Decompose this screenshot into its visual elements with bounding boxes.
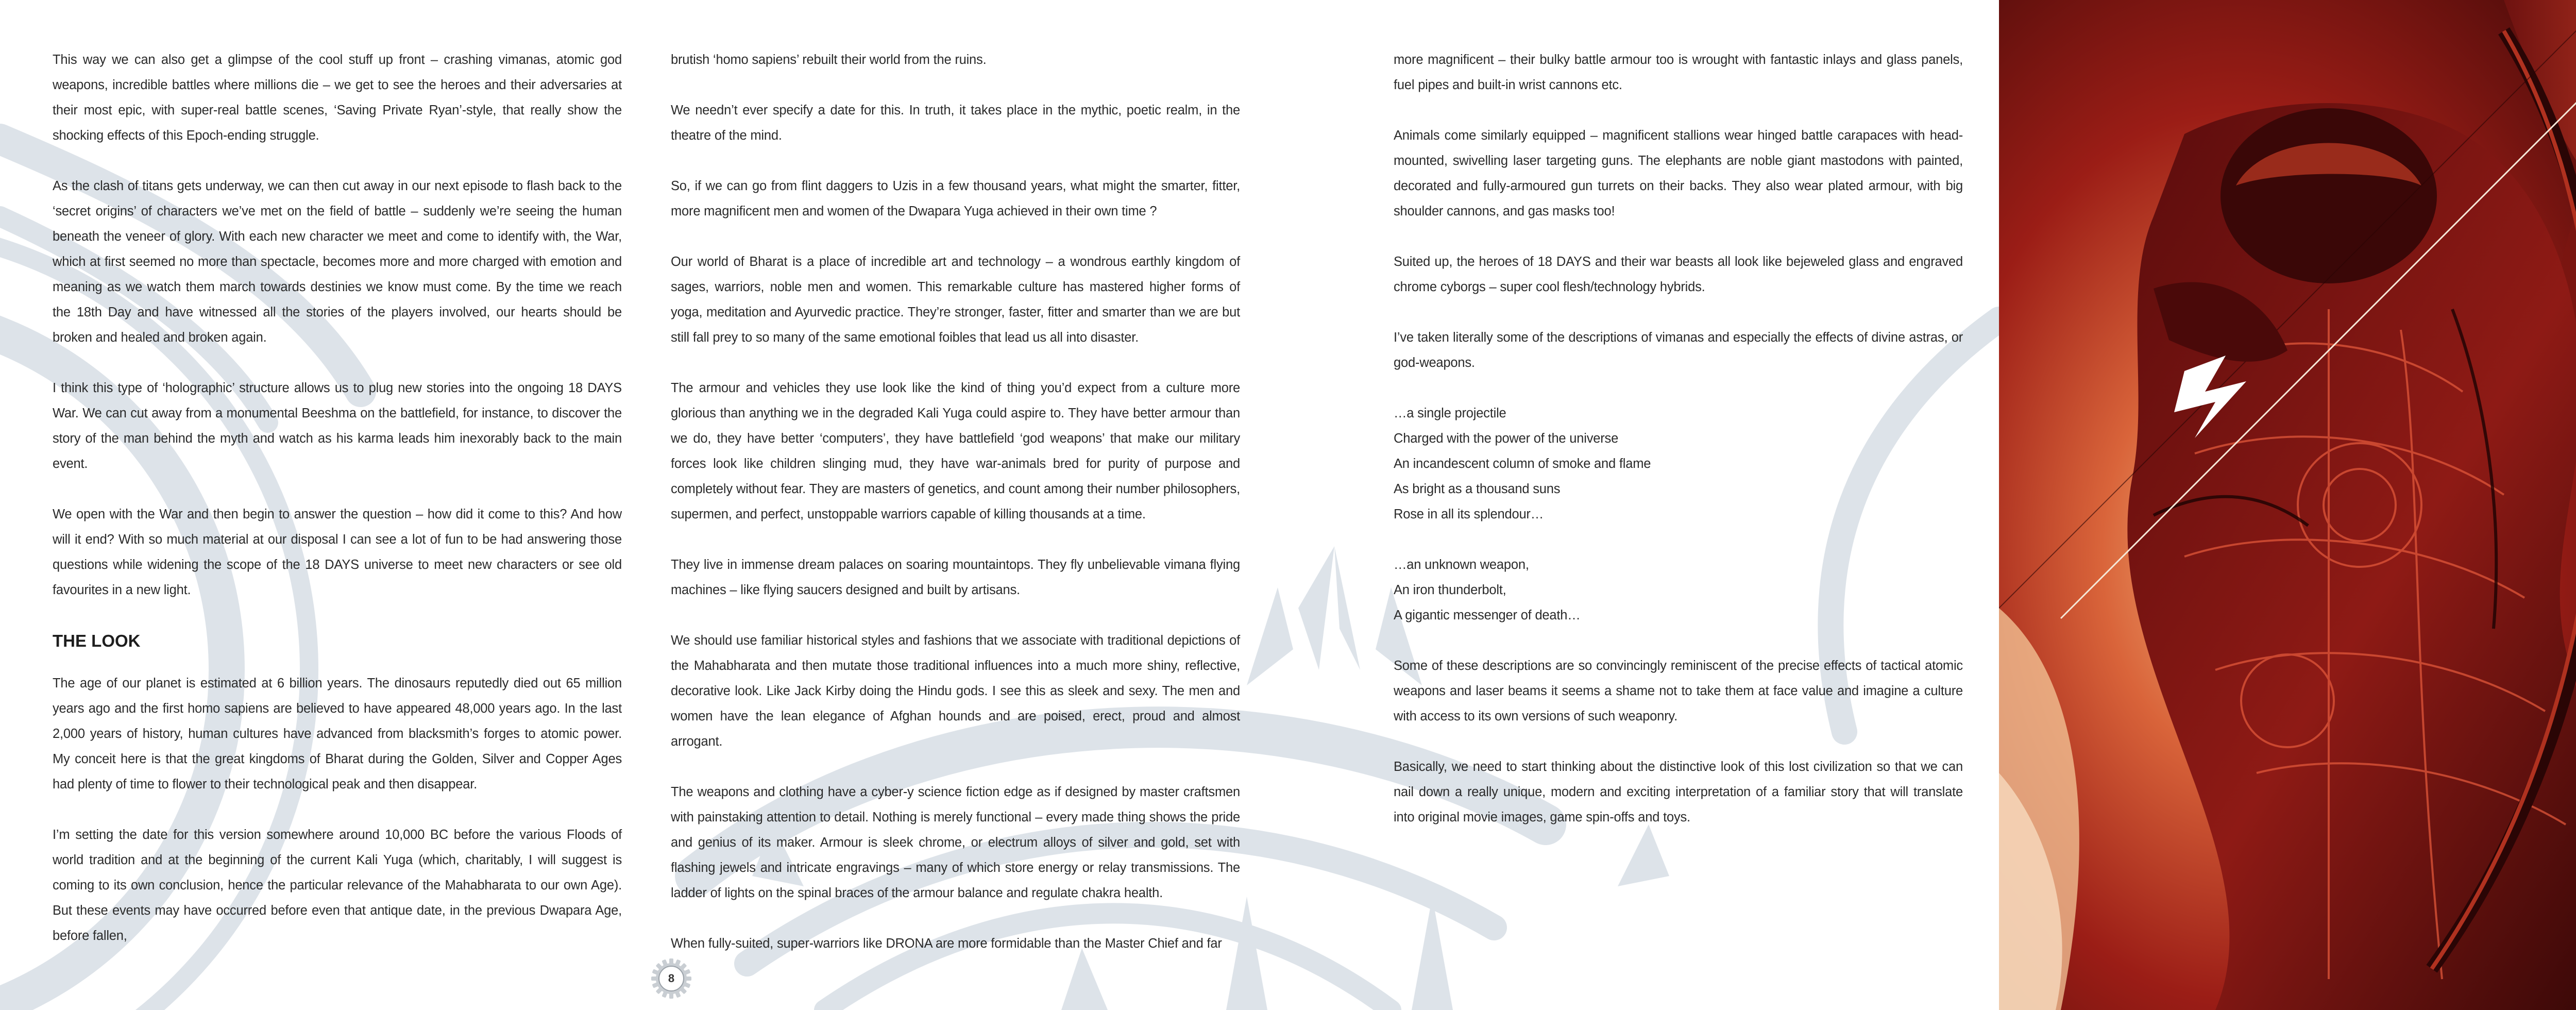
verse-line: A gigantic messenger of death… bbox=[1394, 608, 1581, 622]
paragraph: I think this type of ‘holographic’ structure allows us to plug new stories into the ongoing 18 DAYS War. We can cut away from a monumental Beeshma on the battlefield, for instance, to discover the story of the man behind the myth and watch as his karma leads him inexorably back to the main event. bbox=[53, 381, 622, 471]
verse-stanza-1 bbox=[1394, 401, 1963, 527]
verse-line: Charged with the power of the universe bbox=[1394, 431, 1619, 446]
paragraph: They live in immense dream palaces on soaring mountaintops. They fly unbelievable vimana flying machines – like flying saucers designed and built by artisans. bbox=[671, 558, 1240, 597]
verse-line: As bright as a thousand suns bbox=[1394, 482, 1561, 496]
paragraph: Basically, we need to start thinking about the distinctive look of this lost civilization so that we can nail down a really unique, modern and exciting interpretation of a familiar story that will translate into original movie images, game spin-offs and toys. bbox=[1394, 760, 1963, 824]
paragraph: Animals come similarly equipped – magnificent stallions wear hinged battle carapaces with head-mounted, swivelling laser targeting guns. The elephants are noble giant mastodons with painted, decorated and fully-armoured gun turrets on their backs. They also wear plated armour, with big shoulder cannons, and gas masks too! bbox=[1394, 128, 1963, 218]
text-column-2 bbox=[671, 47, 1240, 956]
paragraph: The weapons and clothing have a cyber-y science fiction edge as if designed by master craftsmen with painstaking attention to detail. Nothing is merely functional – every made thing shows the pride and genius of its maker. Armour is sleek chrome, or electrum alloys of silver and gold, set with flashing jewels and intricate engravings – many of which store energy or relay transmissions. The ladder of lights on the spinal braces of the armour balance and regulate chakra health. bbox=[671, 785, 1240, 900]
paragraph: We should use familiar historical styles and fashions that we associate with traditional depictions of the Mahabharata and then mutate those traditional influences into a much more shiny, reflective, decorative look. Like Jack Kirby doing the Hindu gods. I see this as sleek and sexy. The men and women have the lean elegance of Afghan hounds and are poised, erect, proud and almost arrogant. bbox=[671, 633, 1240, 749]
text-column-3 bbox=[1394, 47, 1963, 830]
paragraph: I’ve taken literally some of the descriptions of vimanas and especially the effects of divine astras, or god-weapons. bbox=[1394, 330, 1963, 370]
paragraph: This way we can also get a glimpse of the cool stuff up front – crashing vimanas, atomic god weapons, incredible battles where millions die – we get to see the heroes and their adversaries at their most epic, with super-real battle scenes, ‘Saving Private Ryan’-style, that really show the shocking effects of this Epoch-ending struggle. bbox=[53, 53, 622, 143]
verse-line: An iron thunderbolt, bbox=[1394, 583, 1506, 597]
verse-line: …an unknown weapon, bbox=[1394, 558, 1529, 572]
armored-archer-artwork bbox=[1999, 0, 2576, 1010]
paragraph: The age of our planet is estimated at 6 billion years. The dinosaurs reputedly died out 65 million years ago and the first homo sapiens are believed to have appeared 48,000 years ago. In the last 2,000 years of history, human cultures have advanced from blacksmith’s forges to atomic power. My conceit here is that the great kingdoms of Bharat during the Golden, Silver and Copper Ages had plenty of time to flower to their technological peak and then disappear. bbox=[53, 676, 622, 792]
page-number: 8 bbox=[668, 972, 675, 985]
verse-line: Rose in all its splendour… bbox=[1394, 507, 1544, 521]
paragraph: Suited up, the heroes of 18 DAYS and their war beasts all look like bejeweled glass and engraved chrome cyborgs – super cool flesh/technology hybrids. bbox=[1394, 255, 1963, 294]
paragraph: So, if we can go from flint daggers to Uzis in a few thousand years, what might the smarter, fitter, more magnificent men and women of the Dwapara Yuga achieved in their own time ? bbox=[671, 179, 1240, 218]
verse-line: …a single projectile bbox=[1394, 406, 1506, 420]
paragraph: more magnificent – their bulky battle armour too is wrought with fantastic inlays and glass panels, fuel pipes and built-in wrist cannons etc. bbox=[1394, 53, 1963, 92]
paragraph: As the clash of titans gets underway, we can then cut away in our next episode to flash back to the ‘secret origins’ of characters we’ve met on the field of battle – suddenly we’re seeing the human beneath the veneer of glory. With each new character we meet and come to identify with, the War, which at first seemed no more than spectacle, becomes more and more charged with emotion and meaning as we watch them march towards destinies we know must come. By the time we reach the 18th Day and have witnessed all the stories of the players involved, our hearts should be broken and healed and broken again. bbox=[53, 179, 622, 345]
paragraph: The armour and vehicles they use look like the kind of thing you’d expect from a culture more glorious than anything we in the degraded Kali Yuga could aspire to. They have better armour than we do, they have better ‘computers’, they have battlefield ‘god weapons’ that make our military forces look like children slinging mud, they have war-animals bred for purity of purpose and completely without fear. They are masters of genetics, and count among their number philosophers, supermen, and perfect, unstoppable warriors capable of killing thousands at a time. bbox=[671, 381, 1240, 521]
text-column-1 bbox=[53, 47, 622, 949]
verse-line: An incandescent column of smoke and flame bbox=[1394, 457, 1651, 471]
page-number-badge bbox=[649, 956, 693, 1001]
verse-stanza-2 bbox=[1394, 552, 1963, 628]
paragraph: Our world of Bharat is a place of incredible art and technology – a wondrous earthly kingdom of sages, warriors, noble men and women. This remarkable culture has mastered higher forms of yoga, meditation and Ayurvedic practice. They’re stronger, faster, fitter and smarter than we are but still fall prey to so many of the same emotional foibles that lead us all into disaster. bbox=[671, 255, 1240, 345]
paragraph: Some of these descriptions are so convincingly reminiscent of the precise effects of tactical atomic weapons and laser beams it seems a shame not to take them at face value and imagine a culture with access to its own versions of such weaponry. bbox=[1394, 659, 1963, 723]
paragraph: brutish ‘homo sapiens’ rebuilt their world from the ruins. bbox=[671, 53, 987, 67]
paragraph: I’m setting the date for this version somewhere around 10,000 BC before the various Floods of world tradition and at the beginning of the current Kali Yuga (which, charitably, I will suggest is coming to its own conclusion, hence the particular relevance of the Mahabharata to our own Age). But these events may have occurred before even that antique date, in the previous Dwapara Age, before fallen, bbox=[53, 828, 622, 943]
paragraph: We needn’t ever specify a date for this. In truth, it takes place in the mythic, poetic realm, in the theatre of the mind. bbox=[671, 103, 1240, 143]
paragraph: When fully-suited, super-warriors like DRONA are more formidable than the Master Chief and far bbox=[671, 936, 1222, 951]
section-heading: THE LOOK bbox=[53, 631, 141, 650]
paragraph: We open with the War and then begin to answer the question – how did it come to this? And how will it end? With so much material at our disposal I can see a lot of fun to be had answering those questions while widening the scope of the 18 DAYS universe to meet new characters or see old favourites in a new light. bbox=[53, 507, 622, 597]
